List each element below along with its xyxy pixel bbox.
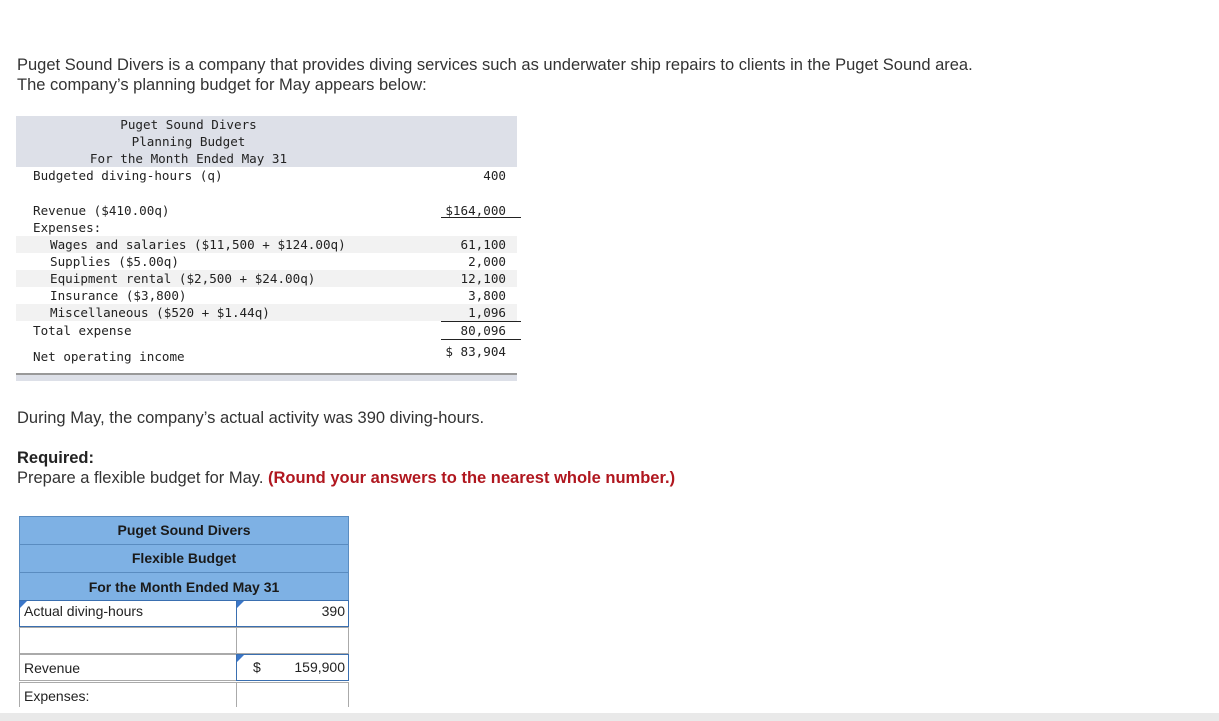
page-bottom-divider [0, 713, 1219, 721]
planning-budget-row [16, 287, 517, 304]
problem-intro [17, 55, 973, 95]
row-value: $ 83,904 [445, 344, 506, 359]
row-label: Revenue ($410.00q) [33, 203, 170, 218]
planning-budget-period: For the Month Ended May 31 [89, 151, 288, 166]
row-label: Insurance ($3,800) [50, 288, 187, 303]
planning-budget-title: Planning Budget [131, 134, 246, 149]
actual-hours-row [19, 600, 349, 627]
activity-text: During May, the company’s actual activity was 390 diving-hours. [17, 409, 485, 427]
revenue-label-cell [19, 654, 237, 681]
planning-budget-row [16, 343, 517, 360]
row-value: 3,800 [468, 288, 506, 303]
required-label: Required: [17, 449, 95, 467]
blank-row [19, 627, 349, 654]
revenue-value: 159,900 [294, 659, 345, 675]
planning-budget-footer [16, 373, 517, 381]
flexible-budget-company: Puget Sound Divers [19, 516, 349, 545]
row-label: Equipment rental ($2,500 + $24.00q) [50, 271, 316, 286]
row-value: 80,096 [460, 323, 506, 338]
intro-line-2: The company’s planning budget for May appears below: [17, 76, 427, 94]
row-value: $164,000 [445, 203, 506, 218]
input-flag-icon [20, 601, 27, 608]
actual-hours-input[interactable] [236, 600, 349, 627]
actual-hours-label-field[interactable] [19, 600, 237, 627]
actual-hours-value: 390 [321, 603, 345, 619]
required-text: Prepare a flexible budget for May. [17, 469, 264, 487]
planning-budget-row [16, 322, 517, 339]
expenses-row [19, 682, 349, 707]
planning-budget-company: Puget Sound Divers [120, 117, 257, 132]
input-flag-icon [237, 601, 244, 608]
row-label: Expenses: [33, 220, 102, 235]
intro-line-1: Puget Sound Divers is a company that provides diving services such as underwater ship repairs to clients in the Puget Sound area. [17, 56, 973, 74]
underline [441, 217, 521, 218]
revenue-input[interactable] [236, 654, 349, 681]
actual-hours-label: Actual diving-hours [24, 603, 144, 619]
row-label: Supplies ($5.00q) [50, 254, 179, 269]
planning-budget-row [16, 253, 517, 270]
planning-budget-row [16, 219, 517, 236]
row-value: 12,100 [460, 271, 506, 286]
underline [441, 339, 521, 340]
row-label: Total expense [33, 323, 132, 338]
planning-budget-row [16, 167, 517, 184]
blank-value-cell [236, 627, 349, 654]
planning-budget-row [16, 304, 517, 321]
currency-symbol: $ [253, 659, 261, 675]
row-value: 1,096 [468, 305, 506, 320]
row-label: Miscellaneous ($520 + $1.44q) [50, 305, 270, 320]
expenses-label-cell [19, 682, 237, 707]
blank-label-cell [19, 627, 237, 654]
row-label: Budgeted diving-hours (q) [33, 168, 223, 183]
required-instruction [17, 468, 675, 488]
row-value: 61,100 [460, 237, 506, 252]
flexible-budget-title: Flexible Budget [19, 545, 349, 573]
row-label: Wages and salaries ($11,500 + $124.00q) [50, 237, 346, 252]
revenue-label: Revenue [24, 660, 81, 676]
flexible-budget-period: For the Month Ended May 31 [19, 573, 349, 603]
planning-budget-header [16, 116, 517, 167]
rounding-note: (Round your answers to the nearest whole number.) [268, 469, 676, 487]
input-flag-icon [237, 655, 244, 662]
expenses-label: Expenses: [24, 688, 90, 704]
revenue-row [19, 654, 349, 681]
row-value: 2,000 [468, 254, 506, 269]
row-value: 400 [483, 168, 506, 183]
expenses-value-cell [236, 682, 349, 707]
planning-budget-row [16, 236, 517, 253]
planning-budget-table [16, 116, 517, 364]
flexible-budget-form [19, 516, 349, 704]
planning-budget-row [16, 270, 517, 287]
row-label: Net operating income [33, 349, 185, 364]
